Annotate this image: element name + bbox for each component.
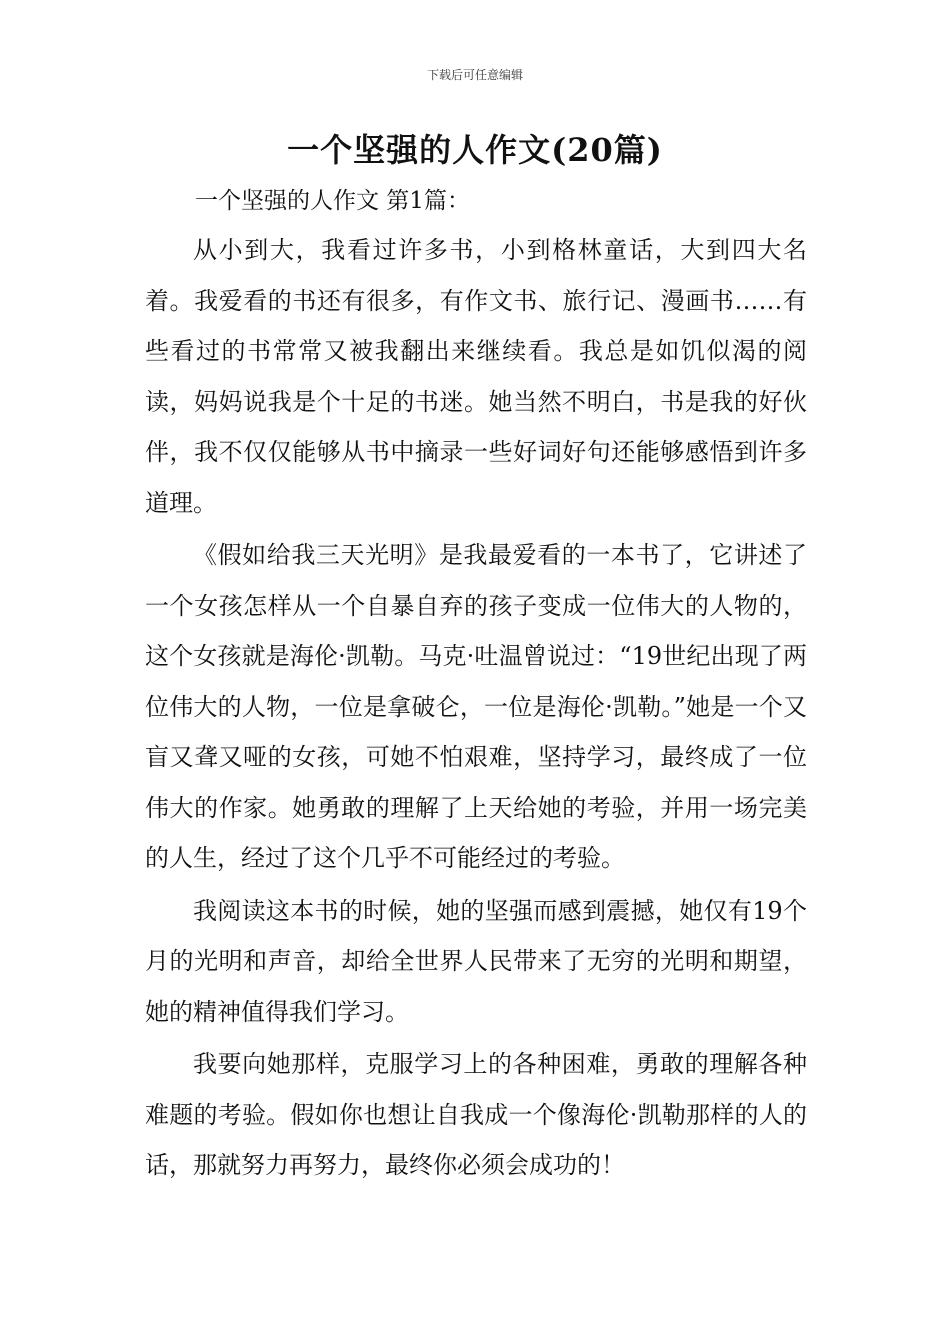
- paragraph-4: 我要向她那样，克服学习上的各种困难，勇敢的理解各种难题的考验。假如你也想让自我成一个像海伦·凯勒那样的人的话，那就努力再努力，最终你必须会成功的！: [145, 1050, 807, 1179]
- paragraph-1: 从小到大，我看过许多书，小到格林童话，大到四大名着。我爱看的书还有很多，有作文书、旅行记、漫画书……有些看过的书常常又被我翻出来继续看。我总是如饥似渴的阅读，妈妈说我是个十足的书迷。她当然不明白，书是我的好伙伴，我不仅仅能够从书中摘录一些好词好句还能够感悟到许多道理。: [145, 236, 807, 517]
- document-title: 一个坚强的人作文(20篇): [287, 131, 663, 169]
- paragraph-2: 《假如给我三天光明》是我最爱看的一本书了，它讲述了一个女孩怎样从一个自暴自弃的孩子变成一位伟大的人物的，这个女孩就是海伦·凯勒。马克·吐温曾说过：“19世纪出现了两位伟大的人物，一位是拿破仑，一位是海伦·凯勒。”她是一个又盲又聋又哑的女孩，可她不怕艰难，坚持学习，最终成了一位伟大的作家。她勇敢的理解了上天给她的考验，并用一场完美的人生，经过了这个几乎不可能经过的考验。: [145, 541, 807, 872]
- document-body: [145, 179, 807, 1191]
- paragraph-3: 我阅读这本书的时候，她的坚强而感到震撼，她仅有19个月的光明和声音，却给全世界人民带来了无穷的光明和期望，她的精神值得我们学习。: [145, 896, 807, 1026]
- section-heading: 一个坚强的人作文 第1篇：: [195, 188, 470, 214]
- header-note: 下载后可任意编辑: [426, 68, 523, 82]
